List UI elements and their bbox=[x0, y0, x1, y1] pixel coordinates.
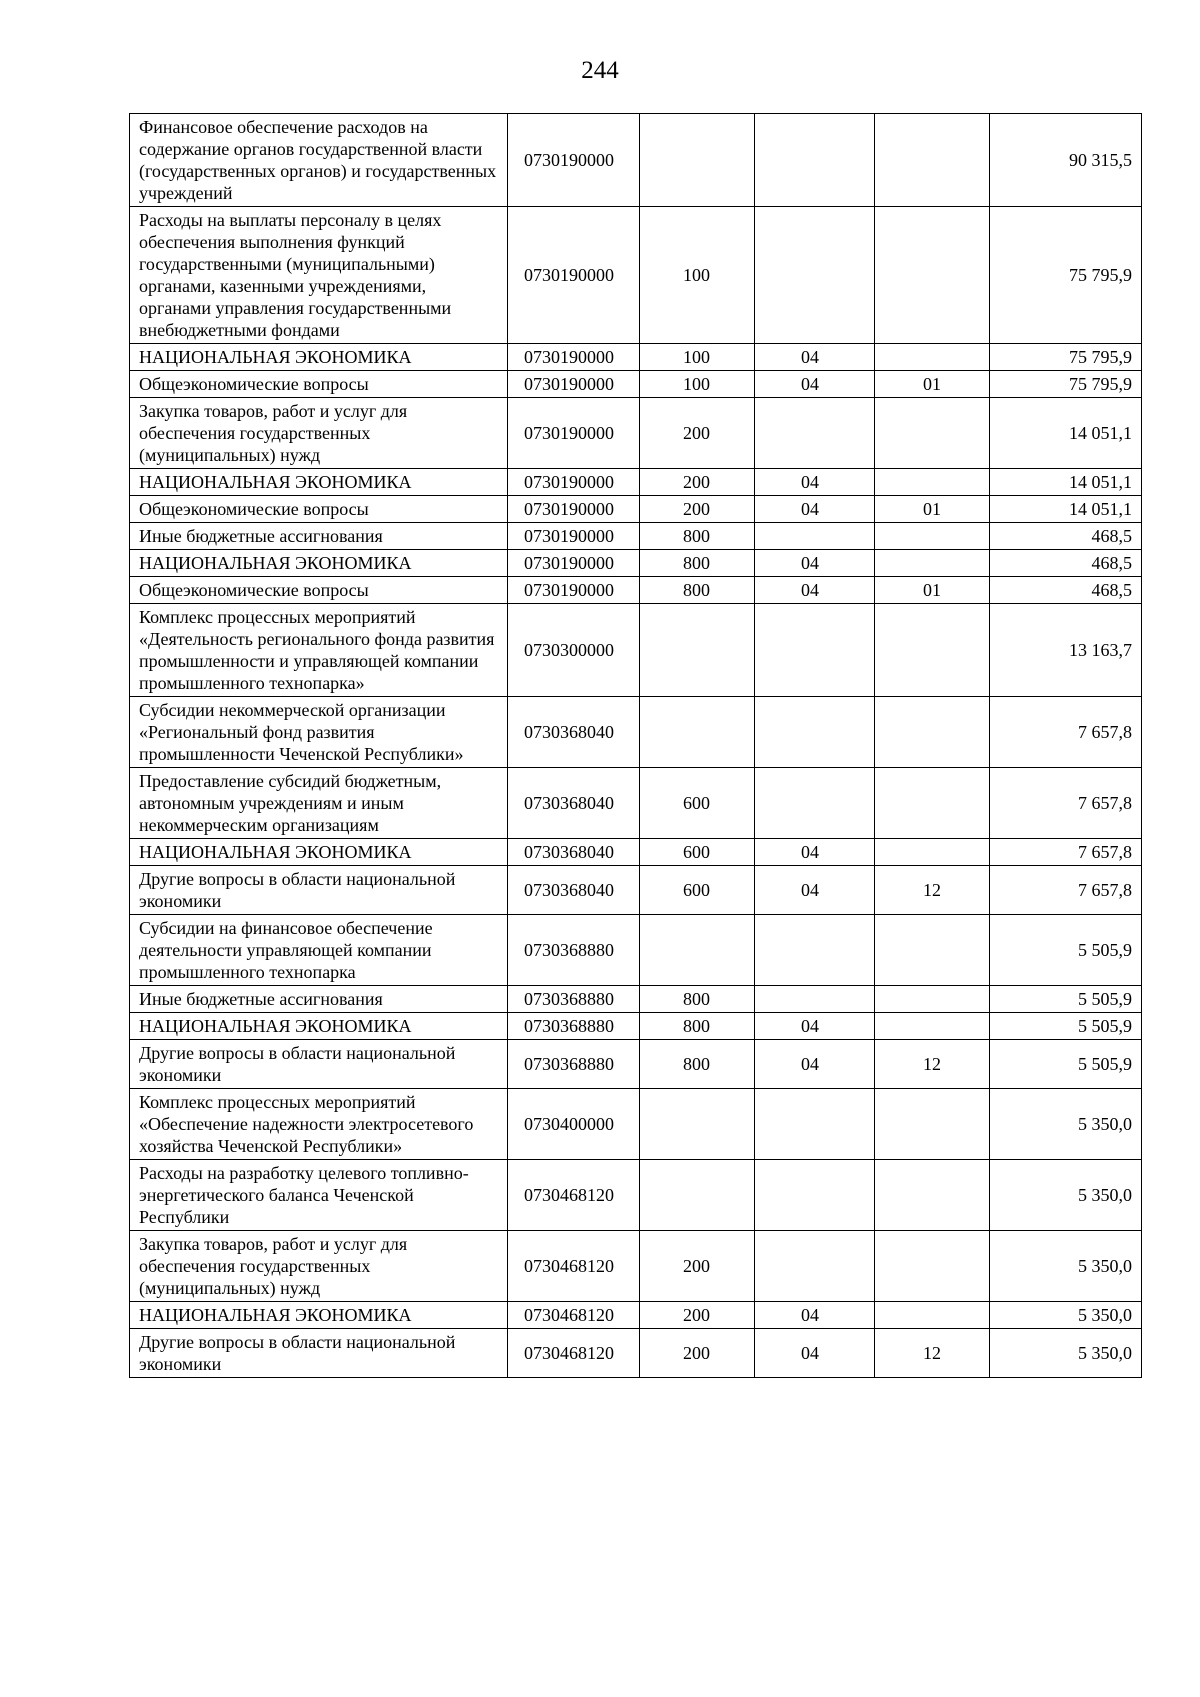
row-name-cell: Субсидии на финансовое обеспечение деятельности управляющей компании промышленного технопарка bbox=[130, 915, 508, 986]
row-name-cell: НАЦИОНАЛЬНАЯ ЭКОНОМИКА bbox=[130, 1013, 508, 1040]
row-name-cell: НАЦИОНАЛЬНАЯ ЭКОНОМИКА bbox=[130, 550, 508, 577]
section-cell bbox=[755, 768, 875, 839]
table-row bbox=[130, 550, 1142, 577]
expense-type-cell: 800 bbox=[640, 523, 755, 550]
section-cell bbox=[755, 1089, 875, 1160]
target-article-cell: 0730300000 bbox=[508, 604, 640, 697]
expense-type-cell: 600 bbox=[640, 866, 755, 915]
subsection-cell bbox=[875, 344, 990, 371]
expense-type-cell: 200 bbox=[640, 496, 755, 523]
subsection-cell bbox=[875, 1231, 990, 1302]
section-cell: 04 bbox=[755, 371, 875, 398]
table-row bbox=[130, 496, 1142, 523]
table-row bbox=[130, 839, 1142, 866]
row-name-cell: Закупка товаров, работ и услуг для обеспечения государственных (муниципальных) нужд bbox=[130, 398, 508, 469]
amount-cell: 75 795,9 bbox=[990, 371, 1142, 398]
subsection-cell: 12 bbox=[875, 1040, 990, 1089]
row-name-cell: Общеэкономические вопросы bbox=[130, 371, 508, 398]
amount-cell: 14 051,1 bbox=[990, 496, 1142, 523]
table-row bbox=[130, 768, 1142, 839]
amount-cell: 5 350,0 bbox=[990, 1231, 1142, 1302]
row-name-cell: Другие вопросы в области национальной экономики bbox=[130, 866, 508, 915]
table-row bbox=[130, 469, 1142, 496]
table-row bbox=[130, 1013, 1142, 1040]
section-cell: 04 bbox=[755, 550, 875, 577]
subsection-cell bbox=[875, 523, 990, 550]
target-article-cell: 0730368880 bbox=[508, 915, 640, 986]
amount-cell: 7 657,8 bbox=[990, 697, 1142, 768]
expense-type-cell bbox=[640, 697, 755, 768]
amount-cell: 7 657,8 bbox=[990, 768, 1142, 839]
target-article-cell: 0730368040 bbox=[508, 697, 640, 768]
amount-cell: 468,5 bbox=[990, 523, 1142, 550]
amount-cell: 5 350,0 bbox=[990, 1302, 1142, 1329]
table-row bbox=[130, 371, 1142, 398]
target-article-cell: 0730190000 bbox=[508, 114, 640, 207]
table-row bbox=[130, 1040, 1142, 1089]
table-row bbox=[130, 1231, 1142, 1302]
section-cell bbox=[755, 986, 875, 1013]
amount-cell: 5 350,0 bbox=[990, 1089, 1142, 1160]
section-cell: 04 bbox=[755, 496, 875, 523]
subsection-cell bbox=[875, 1302, 990, 1329]
table-row bbox=[130, 915, 1142, 986]
section-cell bbox=[755, 604, 875, 697]
target-article-cell: 0730190000 bbox=[508, 207, 640, 344]
target-article-cell: 0730468120 bbox=[508, 1302, 640, 1329]
row-name-cell: Финансовое обеспечение расходов на содержание органов государственной власти (государственных органов) и государственных учреждений bbox=[130, 114, 508, 207]
expense-type-cell: 200 bbox=[640, 1302, 755, 1329]
row-name-cell: Иные бюджетные ассигнования bbox=[130, 986, 508, 1013]
expense-type-cell: 200 bbox=[640, 1231, 755, 1302]
row-name-cell: НАЦИОНАЛЬНАЯ ЭКОНОМИКА bbox=[130, 1302, 508, 1329]
section-cell: 04 bbox=[755, 866, 875, 915]
subsection-cell bbox=[875, 469, 990, 496]
table-row bbox=[130, 604, 1142, 697]
amount-cell: 5 505,9 bbox=[990, 986, 1142, 1013]
amount-cell: 13 163,7 bbox=[990, 604, 1142, 697]
target-article-cell: 0730190000 bbox=[508, 550, 640, 577]
subsection-cell bbox=[875, 1089, 990, 1160]
expense-type-cell bbox=[640, 1089, 755, 1160]
target-article-cell: 0730468120 bbox=[508, 1231, 640, 1302]
table-row bbox=[130, 697, 1142, 768]
subsection-cell bbox=[875, 986, 990, 1013]
target-article-cell: 0730190000 bbox=[508, 398, 640, 469]
expense-type-cell: 200 bbox=[640, 398, 755, 469]
target-article-cell: 0730368040 bbox=[508, 839, 640, 866]
subsection-cell bbox=[875, 550, 990, 577]
target-article-cell: 0730190000 bbox=[508, 469, 640, 496]
row-name-cell: НАЦИОНАЛЬНАЯ ЭКОНОМИКА bbox=[130, 839, 508, 866]
expense-type-cell: 600 bbox=[640, 839, 755, 866]
target-article-cell: 0730190000 bbox=[508, 371, 640, 398]
table-row bbox=[130, 114, 1142, 207]
subsection-cell: 12 bbox=[875, 1329, 990, 1378]
table-row bbox=[130, 1089, 1142, 1160]
section-cell: 04 bbox=[755, 1329, 875, 1378]
subsection-cell bbox=[875, 768, 990, 839]
target-article-cell: 0730368880 bbox=[508, 986, 640, 1013]
section-cell bbox=[755, 1231, 875, 1302]
section-cell: 04 bbox=[755, 1302, 875, 1329]
section-cell bbox=[755, 523, 875, 550]
target-article-cell: 0730368040 bbox=[508, 768, 640, 839]
table-row bbox=[130, 207, 1142, 344]
row-name-cell: Предоставление субсидий бюджетным, автономным учреждениям и иным некоммерческим организациям bbox=[130, 768, 508, 839]
expense-type-cell: 800 bbox=[640, 986, 755, 1013]
amount-cell: 468,5 bbox=[990, 577, 1142, 604]
section-cell: 04 bbox=[755, 344, 875, 371]
table-row bbox=[130, 1160, 1142, 1231]
row-name-cell: Комплекс процессных мероприятий «Деятельность регионального фонда развития промышленности и управляющей компании промышленного технопарка» bbox=[130, 604, 508, 697]
expense-type-cell: 200 bbox=[640, 469, 755, 496]
table-row bbox=[130, 577, 1142, 604]
budget-table bbox=[129, 113, 1142, 1378]
target-article-cell: 0730190000 bbox=[508, 577, 640, 604]
expense-type-cell: 100 bbox=[640, 371, 755, 398]
target-article-cell: 0730190000 bbox=[508, 523, 640, 550]
amount-cell: 5 505,9 bbox=[990, 1013, 1142, 1040]
amount-cell: 90 315,5 bbox=[990, 114, 1142, 207]
expense-type-cell bbox=[640, 915, 755, 986]
amount-cell: 5 505,9 bbox=[990, 1040, 1142, 1089]
expense-type-cell: 200 bbox=[640, 1329, 755, 1378]
table-row bbox=[130, 398, 1142, 469]
row-name-cell: НАЦИОНАЛЬНАЯ ЭКОНОМИКА bbox=[130, 344, 508, 371]
subsection-cell: 01 bbox=[875, 371, 990, 398]
table-row bbox=[130, 1329, 1142, 1378]
section-cell bbox=[755, 1160, 875, 1231]
row-name-cell: Другие вопросы в области национальной экономики bbox=[130, 1329, 508, 1378]
subsection-cell bbox=[875, 398, 990, 469]
row-name-cell: Общеэкономические вопросы bbox=[130, 496, 508, 523]
expense-type-cell bbox=[640, 114, 755, 207]
row-name-cell: Расходы на разработку целевого топливно-энергетического баланса Чеченской Республики bbox=[130, 1160, 508, 1231]
expense-type-cell: 800 bbox=[640, 1013, 755, 1040]
section-cell bbox=[755, 398, 875, 469]
subsection-cell bbox=[875, 839, 990, 866]
target-article-cell: 0730400000 bbox=[508, 1089, 640, 1160]
row-name-cell: Субсидии некоммерческой организации «Региональный фонд развития промышленности Чеченской Республики» bbox=[130, 697, 508, 768]
subsection-cell bbox=[875, 207, 990, 344]
subsection-cell bbox=[875, 1160, 990, 1231]
amount-cell: 7 657,8 bbox=[990, 866, 1142, 915]
amount-cell: 75 795,9 bbox=[990, 344, 1142, 371]
table-row bbox=[130, 523, 1142, 550]
amount-cell: 468,5 bbox=[990, 550, 1142, 577]
target-article-cell: 0730368040 bbox=[508, 866, 640, 915]
row-name-cell: Общеэкономические вопросы bbox=[130, 577, 508, 604]
expense-type-cell: 800 bbox=[640, 577, 755, 604]
expense-type-cell: 100 bbox=[640, 344, 755, 371]
subsection-cell bbox=[875, 697, 990, 768]
row-name-cell: Другие вопросы в области национальной экономики bbox=[130, 1040, 508, 1089]
expense-type-cell: 800 bbox=[640, 1040, 755, 1089]
section-cell: 04 bbox=[755, 577, 875, 604]
subsection-cell: 01 bbox=[875, 496, 990, 523]
amount-cell: 14 051,1 bbox=[990, 469, 1142, 496]
target-article-cell: 0730368880 bbox=[508, 1013, 640, 1040]
expense-type-cell: 600 bbox=[640, 768, 755, 839]
section-cell bbox=[755, 697, 875, 768]
amount-cell: 75 795,9 bbox=[990, 207, 1142, 344]
row-name-cell: Расходы на выплаты персоналу в целях обеспечения выполнения функций государственными (муниципальными) органами, казенными учреждениями, органами управления государственными внебюджетными фондами bbox=[130, 207, 508, 344]
subsection-cell: 01 bbox=[875, 577, 990, 604]
amount-cell: 5 350,0 bbox=[990, 1329, 1142, 1378]
section-cell: 04 bbox=[755, 1040, 875, 1089]
target-article-cell: 0730368880 bbox=[508, 1040, 640, 1089]
amount-cell: 5 350,0 bbox=[990, 1160, 1142, 1231]
subsection-cell bbox=[875, 1013, 990, 1040]
table-row bbox=[130, 866, 1142, 915]
subsection-cell bbox=[875, 114, 990, 207]
row-name-cell: Иные бюджетные ассигнования bbox=[130, 523, 508, 550]
expense-type-cell bbox=[640, 1160, 755, 1231]
page-number: 244 bbox=[581, 57, 619, 84]
row-name-cell: Комплекс процессных мероприятий «Обеспечение надежности электросетевого хозяйства Чеченской Республики» bbox=[130, 1089, 508, 1160]
target-article-cell: 0730190000 bbox=[508, 496, 640, 523]
subsection-cell: 12 bbox=[875, 866, 990, 915]
subsection-cell bbox=[875, 604, 990, 697]
row-name-cell: НАЦИОНАЛЬНАЯ ЭКОНОМИКА bbox=[130, 469, 508, 496]
target-article-cell: 0730190000 bbox=[508, 344, 640, 371]
table-row bbox=[130, 344, 1142, 371]
section-cell: 04 bbox=[755, 839, 875, 866]
section-cell bbox=[755, 915, 875, 986]
table-row bbox=[130, 986, 1142, 1013]
target-article-cell: 0730468120 bbox=[508, 1329, 640, 1378]
budget-table-body bbox=[130, 114, 1142, 1378]
expense-type-cell: 100 bbox=[640, 207, 755, 344]
section-cell: 04 bbox=[755, 1013, 875, 1040]
expense-type-cell: 800 bbox=[640, 550, 755, 577]
expense-type-cell bbox=[640, 604, 755, 697]
target-article-cell: 0730468120 bbox=[508, 1160, 640, 1231]
amount-cell: 5 505,9 bbox=[990, 915, 1142, 986]
section-cell: 04 bbox=[755, 469, 875, 496]
row-name-cell: Закупка товаров, работ и услуг для обеспечения государственных (муниципальных) нужд bbox=[130, 1231, 508, 1302]
table-row bbox=[130, 1302, 1142, 1329]
subsection-cell bbox=[875, 915, 990, 986]
section-cell bbox=[755, 207, 875, 344]
amount-cell: 14 051,1 bbox=[990, 398, 1142, 469]
section-cell bbox=[755, 114, 875, 207]
amount-cell: 7 657,8 bbox=[990, 839, 1142, 866]
